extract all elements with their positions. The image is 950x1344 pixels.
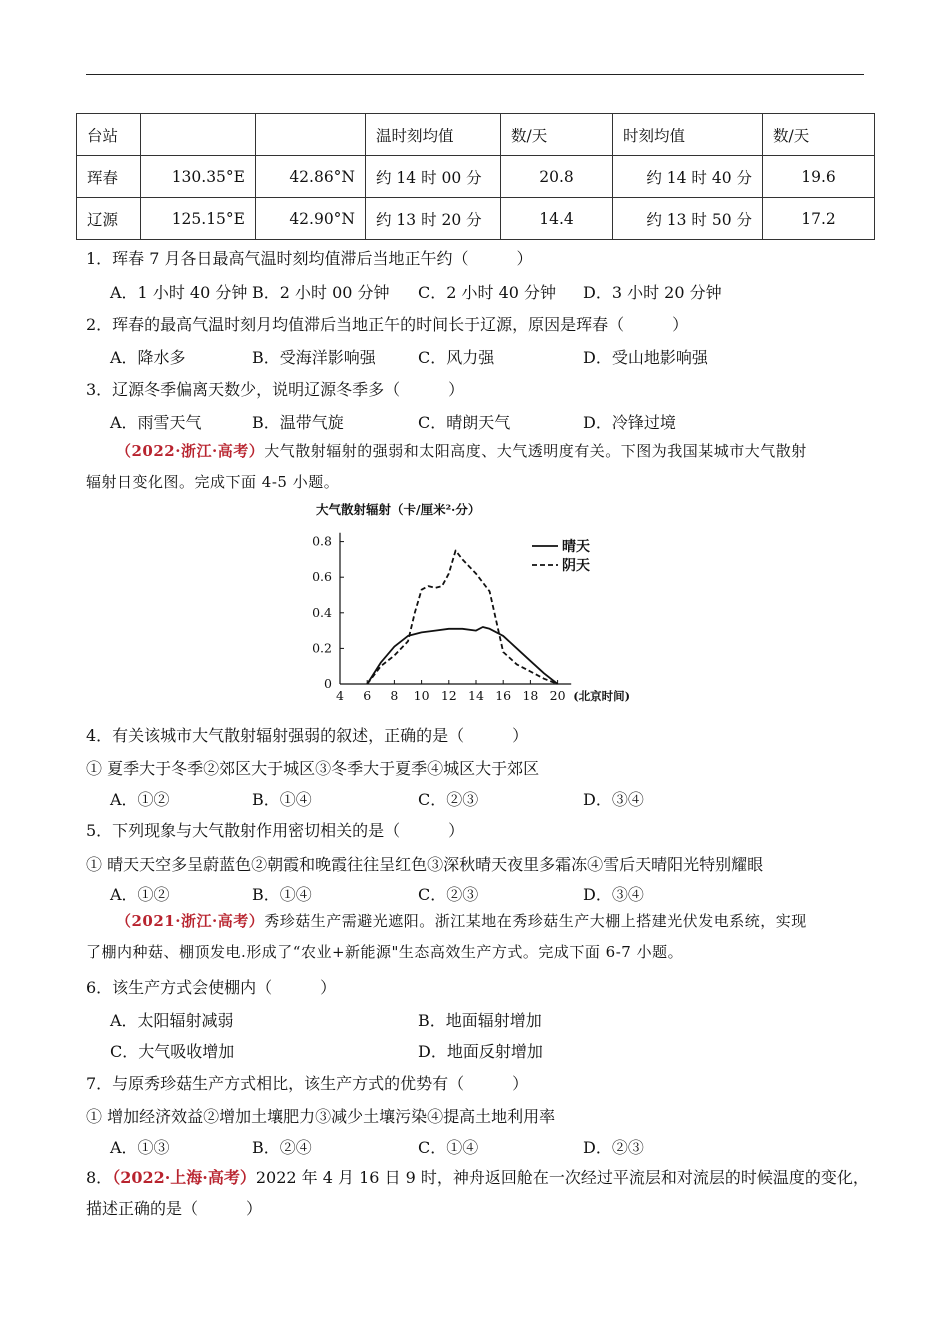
x-axis-label: (北京时间) [573, 689, 631, 703]
table-row [77, 198, 875, 240]
question-5-stem: 5．下列现象与大气散射作用密切相关的是（ ） [86, 821, 465, 840]
table-header-cell: 时刻均值 [613, 114, 763, 156]
q5-option-b[interactable]: B．①④ [252, 885, 312, 904]
q7-statements: ① 增加经济效益②增加土壤肥力③减少土壤污染④提高土地利用率 [86, 1107, 556, 1126]
q7-option-d[interactable]: D．②③ [583, 1138, 644, 1157]
source-tag: （2022·上海·高考） [112, 1168, 256, 1187]
chart-legend [532, 539, 590, 574]
q5-option-a[interactable]: A．①② [110, 885, 170, 904]
legend-label: 阴天 [562, 558, 590, 574]
table-cell: 17.2 [763, 198, 875, 240]
x-tick-label: 16 [495, 688, 512, 703]
x-tick-label: 12 [440, 688, 457, 703]
table-cell: 14.4 [501, 198, 613, 240]
table-header-cell: 数/天 [501, 114, 613, 156]
question-text: 2022 年 4 月 16 日 9 时，神舟返回舱在一次经过平流层和对流层的时候温度的变化， [255, 1168, 869, 1187]
q5-option-c[interactable]: C．②③ [418, 885, 479, 904]
q1-option-a[interactable]: A．1 小时 40 分钟 [110, 283, 248, 302]
x-tick-label: 20 [549, 688, 566, 703]
table-cell: 约 14 时 40 分 [613, 156, 763, 198]
q4-option-a[interactable]: A．①② [110, 790, 170, 809]
q2-option-c[interactable]: C．风力强 [418, 348, 495, 367]
table-cell: 42.90°N [256, 198, 366, 240]
q7-option-b[interactable]: B．②④ [252, 1138, 312, 1157]
table-cell: 20.8 [501, 156, 613, 198]
q4-statements: ① 夏季大于冬季②郊区大于城区③冬季大于夏季④城区大于郊区 [86, 759, 540, 778]
chart-title: 大气散射辐射（卡/厘米²·分） [316, 502, 481, 517]
x-tick-label: 6 [363, 688, 372, 703]
table-cell: 130.35°E [141, 156, 256, 198]
question-number: 8． [86, 1168, 113, 1187]
q4-option-b[interactable]: B．①④ [252, 790, 312, 809]
source-tag: （2022·浙江·高考） [116, 442, 265, 460]
x-tick-label: 10 [413, 688, 430, 703]
q6-option-d[interactable]: D．地面反射增加 [418, 1042, 543, 1061]
x-tick-label: 18 [522, 688, 539, 703]
q3-option-b[interactable]: B．温带气旋 [252, 413, 344, 432]
intro-6-7 [86, 906, 864, 968]
intro-text: 了棚内种菇、棚顶发电.形成了“农业+新能源"生态高效生产方式。完成下面 6-7 小题。 [86, 943, 684, 961]
question-6-stem: 6．该生产方式会使棚内（ ） [86, 978, 337, 997]
q7-option-a[interactable]: A．①③ [110, 1138, 170, 1157]
legend-label: 晴天 [562, 539, 590, 555]
question-7-stem: 7．与原秀珍菇生产方式相比，该生产方式的优势有（ ） [86, 1074, 529, 1093]
intro-4-5 [86, 436, 864, 498]
table-cell: 辽源 [77, 198, 141, 240]
series-line-overcast [367, 551, 557, 685]
q6-option-c[interactable]: C．大气吸收增加 [110, 1042, 235, 1061]
q2-option-a[interactable]: A．降水多 [110, 348, 186, 367]
table-cell: 125.15°E [141, 198, 256, 240]
table-cell: 珲春 [77, 156, 141, 198]
q7-option-c[interactable]: C．①④ [418, 1138, 479, 1157]
x-tick-label: 4 [336, 688, 344, 703]
question-2-stem: 2．珲春的最高气温时刻月均值滞后当地正午的时间长于辽源，原因是珲春（ ） [86, 315, 689, 334]
q3-option-d[interactable]: D．冷锋过境 [583, 413, 676, 432]
table-header-cell: 台站 [77, 114, 141, 156]
station-table [76, 113, 875, 240]
table-header-cell: 数/天 [763, 114, 875, 156]
series-line-sunny [367, 627, 557, 684]
table-header-row [77, 114, 875, 156]
x-tick-label: 14 [468, 688, 484, 703]
question-8-stem [86, 1165, 869, 1188]
question-3-stem: 3．辽源冬季偏离天数少，说明辽源冬季多（ ） [86, 380, 465, 399]
q3-option-a[interactable]: A．雨雪天气 [110, 413, 202, 432]
question-1-stem: 1．珲春 7 月各日最高气温时刻均值滞后当地正午约（ ） [86, 249, 533, 268]
q6-option-a[interactable]: A．太阳辐射减弱 [110, 1011, 234, 1030]
intro-text: 秀珍菇生产需避光遮阳。浙江某地在秀珍菇生产大棚上搭建光伏发电系统，实现 [264, 912, 807, 930]
table-header-cell: 温时刻均值 [366, 114, 501, 156]
scatter-radiation-chart [300, 498, 650, 708]
y-tick-label: 0.2 [312, 640, 332, 656]
table-cell: 19.6 [763, 156, 875, 198]
table-cell: 约 13 时 20 分 [366, 198, 501, 240]
question-8-stem-cont: 描述正确的是（ ） [86, 1199, 263, 1218]
table-cell: 约 14 时 00 分 [366, 156, 501, 198]
q1-option-b[interactable]: B．2 小时 00 分钟 [252, 283, 390, 302]
table-cell: 约 13 时 50 分 [613, 198, 763, 240]
q1-option-c[interactable]: C．2 小时 40 分钟 [418, 283, 557, 302]
q5-option-d[interactable]: D．③④ [583, 885, 644, 904]
q1-option-d[interactable]: D．3 小时 20 分钟 [583, 283, 722, 302]
table-header-cell [256, 114, 366, 156]
y-tick-label: 0.6 [312, 569, 332, 585]
q2-option-b[interactable]: B．受海洋影响强 [252, 348, 376, 367]
chart-series [367, 551, 557, 685]
table-row [77, 156, 875, 198]
question-4-stem: 4．有关该城市大气散射辐射强弱的叙述，正确的是（ ） [86, 726, 529, 745]
q4-option-c[interactable]: C．②③ [418, 790, 479, 809]
q6-option-b[interactable]: B．地面辐射增加 [418, 1011, 542, 1030]
y-tick-label: 0.8 [312, 533, 332, 549]
y-tick-label: 0.4 [312, 604, 332, 620]
q5-statements: ① 晴天天空多呈蔚蓝色②朝霞和晚霞往往呈红色③深秋晴天夜里多霜冻④雪后天晴阳光特别耀眼 [86, 855, 764, 874]
q4-option-d[interactable]: D．③④ [583, 790, 644, 809]
table-cell: 42.86°N [256, 156, 366, 198]
q2-option-d[interactable]: D．受山地影响强 [583, 348, 708, 367]
y-tick-label: 0 [324, 676, 332, 691]
table-header-cell [141, 114, 256, 156]
intro-text: 辐射日变化图。完成下面 4-5 小题。 [86, 473, 340, 491]
x-tick-label: 8 [390, 688, 399, 703]
intro-text: 大气散射辐射的强弱和太阳高度、大气透明度有关。下图为我国某城市大气散射 [264, 442, 807, 460]
header-rule [86, 74, 864, 75]
source-tag: （2021·浙江·高考） [116, 912, 265, 930]
q3-option-c[interactable]: C．晴朗天气 [418, 413, 511, 432]
